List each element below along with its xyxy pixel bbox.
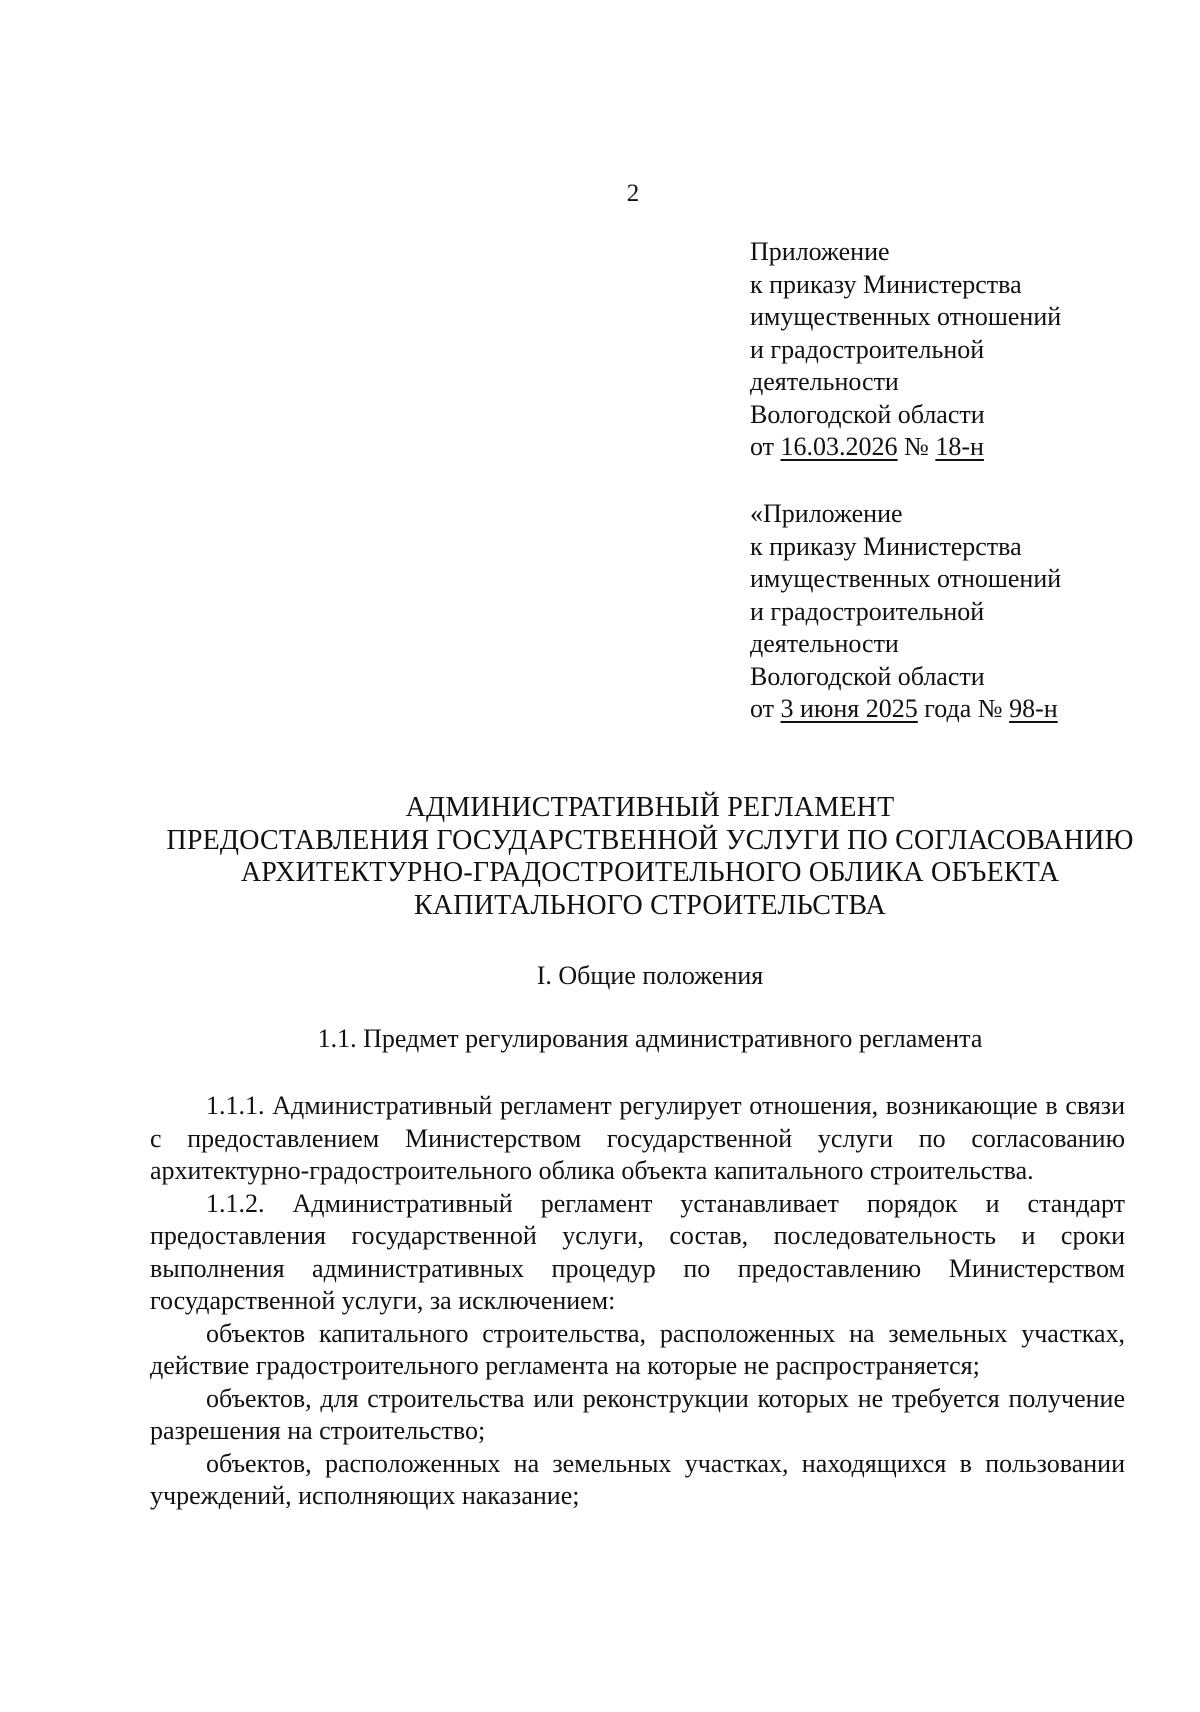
order-date: 16.03.2026 bbox=[780, 432, 898, 461]
page-number: 2 bbox=[626, 180, 640, 207]
appendix-line: к приказу Министерства bbox=[750, 269, 1022, 299]
appendix-previous-order bbox=[750, 498, 1170, 726]
document-title bbox=[150, 792, 1150, 922]
appendix-line: и градостроительной bbox=[750, 334, 985, 364]
paragraph: объектов капитального строительства, расположенных на земельных участках, действие градостроительного регламента на которые не распространяется; bbox=[150, 1318, 1125, 1380]
from-prefix: от bbox=[750, 694, 775, 723]
appendix-line: деятельности bbox=[750, 367, 899, 396]
number-sign: № bbox=[904, 432, 929, 461]
appendix-line: «Приложение bbox=[750, 499, 903, 528]
title-line: АДМИНИСТРАТИВНЫЙ РЕГЛАМЕНТ bbox=[405, 792, 895, 823]
appendix-date-line bbox=[750, 693, 1170, 726]
order-number: 18-н bbox=[935, 432, 984, 461]
appendix-line: Приложение bbox=[750, 237, 890, 266]
subsection-heading: 1.1. Предмет регулирования административного регламента bbox=[317, 1024, 983, 1053]
appendix-line: и градостроительной bbox=[750, 596, 985, 626]
title-line: АРХИТЕКТУРНО-ГРАДОСТРОИТЕЛЬНОГО ОБЛИКА ОБЪЕКТА bbox=[240, 857, 1060, 888]
appendix-line: Вологодской области bbox=[750, 399, 985, 429]
number-sign: № bbox=[977, 694, 1003, 723]
body-text bbox=[150, 1090, 1125, 1513]
order-date: 3 июня 2025 bbox=[780, 694, 918, 723]
paragraph: объектов, расположенных на земельных участках, находящихся в пользовании учреждений, исполняющих наказание; bbox=[150, 1448, 1125, 1510]
appendix-date-line bbox=[750, 431, 1170, 464]
appendix-line: имущественных отношений bbox=[750, 302, 1062, 331]
appendix-line: к приказу Министерства bbox=[750, 531, 1022, 561]
paragraph: 1.1.1. Административный регламент регулирует отношения, возникающие в связи с предоставлением Министерством государственной услуги по согласованию архитектурно-градостроительного облика объекта капитального строительства. bbox=[150, 1091, 1125, 1185]
year-word: года bbox=[924, 694, 972, 723]
paragraph: 1.1.2. Административный регламент устанавливает порядок и стандарт предоставления государственной услуги, состав, последовательность и сроки выполнения административных процедур по предоставлению Министерством государственной услуги, за исключением: bbox=[150, 1188, 1125, 1315]
appendix-line: Вологодской области bbox=[750, 661, 985, 691]
appendix-line: имущественных отношений bbox=[750, 564, 1062, 593]
title-line: КАПИТАЛЬНОГО СТРОИТЕЛЬСТВА bbox=[414, 889, 886, 921]
title-line: ПРЕДОСТАВЛЕНИЯ ГОСУДАРСТВЕННОЙ УСЛУГИ ПО СОГЛАСОВАНИЮ bbox=[166, 824, 1134, 856]
appendix-current-order bbox=[750, 236, 1170, 464]
order-number: 98-н bbox=[1009, 694, 1058, 723]
section-heading: I. Общие положения bbox=[536, 961, 764, 990]
paragraph: объектов, для строительства или реконструкции которых не требуется получение разрешения на строительство; bbox=[150, 1383, 1125, 1445]
from-prefix: от bbox=[750, 432, 775, 461]
appendix-line: деятельности bbox=[750, 629, 899, 658]
